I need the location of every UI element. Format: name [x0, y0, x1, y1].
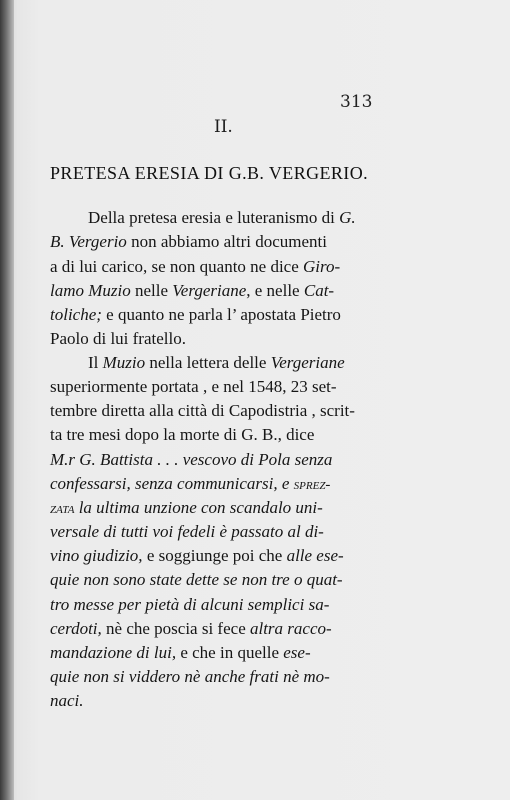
- small-caps-run: zata: [50, 501, 75, 517]
- text-run: superiormente portata , e nel 1548, 23 set-: [50, 377, 337, 396]
- text-run: , e nelle: [246, 281, 304, 300]
- book-spine-shadow: [0, 0, 14, 800]
- italic-run: mandazione di lui,: [50, 643, 177, 662]
- italic-run: quie non si viddero nè anche frati nè mo-: [50, 667, 330, 686]
- italic-run: tro messe per pietà di alcuni semplici sa-: [50, 595, 330, 614]
- text-line: [50, 305, 341, 325]
- text-line: [50, 329, 186, 349]
- text-line: [50, 498, 323, 518]
- text-line: [50, 232, 327, 252]
- italic-run: Vergeriane: [172, 281, 247, 300]
- text-line: [50, 425, 314, 445]
- italic-run: Cat-: [303, 281, 335, 300]
- italic-run: versale di tutti voi fedeli è passato al di-: [50, 522, 324, 541]
- text-line: [50, 546, 344, 566]
- italic-run: quie non sono state dette se non tre o quat-: [50, 570, 343, 589]
- text-run: e quanto ne parla l’ apostata Pietro: [101, 305, 341, 324]
- text-line: [50, 401, 355, 421]
- italic-run: ese-: [283, 643, 311, 662]
- chapter-title: PRETESA ERESIA DI G.B. VERGERIO.: [50, 163, 368, 183]
- italic-run: confessarsi, senza communicarsi, e: [50, 474, 294, 493]
- italic-run: toliche;: [50, 305, 102, 324]
- text-run: e che in quelle: [176, 643, 284, 662]
- text-run: tembre diretta alla città di Capodistria , scrit-: [50, 401, 355, 420]
- text-run: non abbiamo altri documenti: [126, 232, 327, 251]
- text-line: [50, 281, 334, 301]
- text-line: [88, 208, 356, 228]
- small-caps-run: sprez-: [293, 477, 331, 493]
- text-line: [50, 643, 311, 663]
- italic-run: M.r G. Battista . . . vescovo di Pola senza: [50, 450, 333, 469]
- text-line: [50, 667, 330, 687]
- text-line: [50, 691, 84, 711]
- italic-run: B. Vergerio: [50, 232, 127, 251]
- italic-run: lamo Muzio: [50, 281, 131, 300]
- text-line: [50, 377, 337, 397]
- text-line: [88, 353, 345, 373]
- text-line: [50, 257, 340, 277]
- text-run: e soggiunge poi che: [142, 546, 287, 565]
- text-run: Della pretesa eresia e luteranismo di: [88, 208, 340, 227]
- italic-run: Vergeriane: [270, 353, 345, 372]
- page-number: 313: [340, 92, 373, 112]
- italic-run: naci.: [50, 691, 84, 710]
- section-number: II.: [214, 117, 233, 137]
- text-run: nè che poscia si fece: [101, 619, 250, 638]
- text-line: [50, 522, 324, 542]
- italic-run: Giro-: [303, 257, 341, 276]
- italic-run: G.: [339, 208, 356, 227]
- italic-run: altra racco-: [249, 619, 332, 638]
- text-line: [50, 450, 332, 470]
- text-run: Paolo di lui fratello.: [50, 329, 186, 348]
- text-run: nella lettera delle: [145, 353, 271, 372]
- text-run: nelle: [130, 281, 173, 300]
- text-line: [50, 474, 330, 494]
- text-run: a di lui carico, se non quanto ne dice: [50, 257, 304, 276]
- italic-run: la ultima unzione con scandalo uni-: [74, 498, 323, 517]
- text-run: Il: [88, 353, 103, 372]
- text-line: [50, 595, 329, 615]
- italic-run: vino giudizio,: [50, 546, 143, 565]
- italic-run: Muzio: [102, 353, 146, 372]
- text-line: [50, 619, 332, 639]
- text-run: ta tre mesi dopo la morte di G. B., dice: [50, 425, 315, 444]
- text-line: [50, 570, 343, 590]
- italic-run: alle ese-: [286, 546, 344, 565]
- italic-run: cerdoti,: [50, 619, 102, 638]
